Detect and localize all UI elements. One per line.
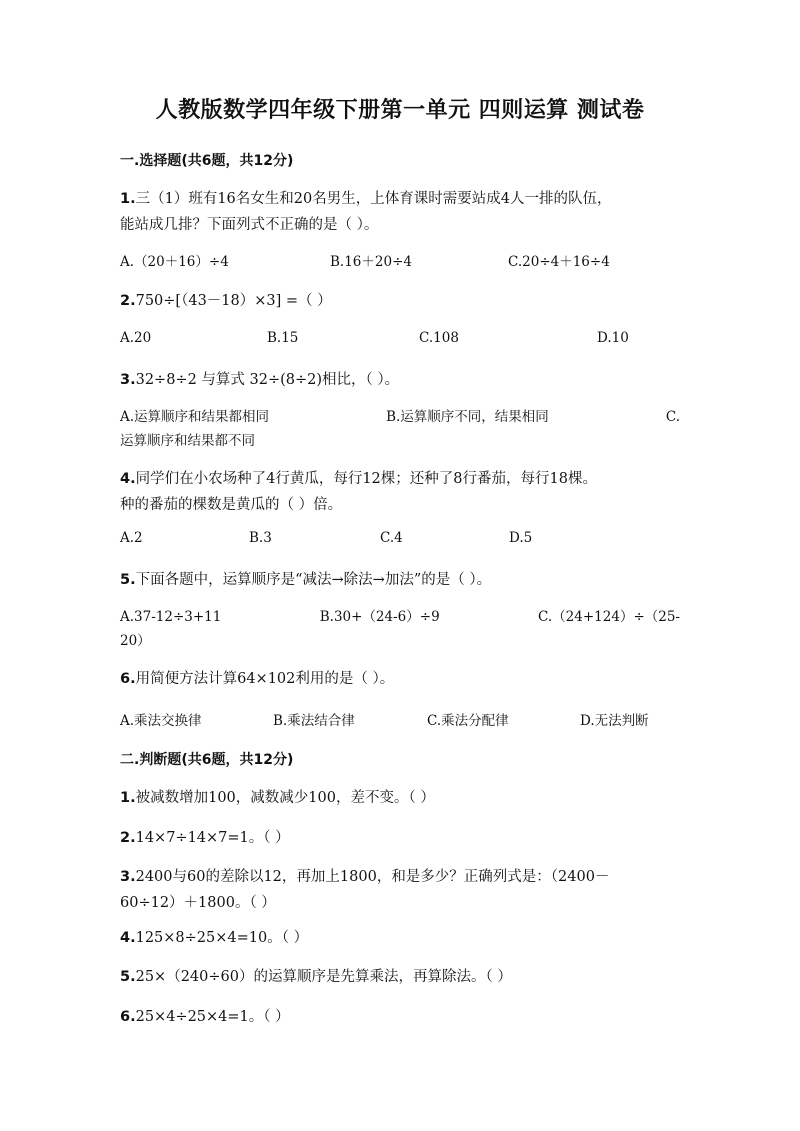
choice-question-5 xyxy=(120,567,680,593)
option-a: A.2 xyxy=(120,530,143,546)
judgement-question-5 xyxy=(120,964,680,990)
option-d: D.无法判断 xyxy=(580,713,649,729)
option-c: 运算顺序和结果都不同 xyxy=(120,433,255,449)
question-text: 25×4÷25×4=1。（ ） xyxy=(135,1009,290,1025)
judgement-question-3 xyxy=(120,864,680,916)
option-c: C.（24+124）÷（25- xyxy=(538,609,680,625)
question-number: 6. xyxy=(120,671,136,687)
question-text: 14×7÷14×7=1。（ ） xyxy=(135,830,290,846)
option-b: B.乘法结合律 xyxy=(273,713,355,729)
question-text: 同学们在小农场种了4行黄瓜，每行12棵；还种了8行番茄，每行18棵。 xyxy=(135,471,597,487)
option-b: B.15 xyxy=(267,330,299,346)
question-text: 三（1）班有16名女生和20名男生，上体育课时需要站成4人一排的队伍， xyxy=(135,191,612,207)
option-a: A.37-12÷3+11 xyxy=(120,609,222,625)
question-number: 4. xyxy=(120,930,136,946)
option-b: B.16＋20÷4 xyxy=(330,254,412,270)
question-text-cont: 种的番茄的棵数是黄瓜的（ ）倍。 xyxy=(120,497,343,513)
question-text: 2400与60的差除以12，再加上1800，和是多少？正确列式是：（2400－ xyxy=(135,869,610,885)
option-c-cont: 20） xyxy=(120,633,151,649)
choice-question-4 xyxy=(120,466,680,518)
option-c: C.4 xyxy=(380,530,403,546)
question-text: 被减数增加100，减数减少100，差不变。（ ） xyxy=(135,790,435,806)
judgement-question-2 xyxy=(120,825,680,851)
section-heading-choice: 一.选择题(共6题，共12分) xyxy=(120,153,294,169)
question-text: 750÷[（43－18）×3] =（ ） xyxy=(135,293,332,309)
question-text-cont: 能站成几排？下面列式不正确的是（ ）。 xyxy=(120,217,379,233)
question-number: 4. xyxy=(120,471,136,487)
question-number: 2. xyxy=(120,830,136,846)
option-b: B.3 xyxy=(249,530,272,546)
question-text: 125×8÷25×4=10。（ ） xyxy=(135,930,309,946)
choice-question-6 xyxy=(120,666,680,692)
judgement-question-4 xyxy=(120,925,680,951)
option-group-q3 xyxy=(120,405,680,453)
choice-question-2 xyxy=(120,288,680,314)
judgement-question-6 xyxy=(120,1004,680,1030)
question-text: 32÷8÷2 与算式 32÷(8÷2)相比，（ ）。 xyxy=(135,372,400,388)
question-number: 5. xyxy=(120,969,136,985)
choice-question-1 xyxy=(120,186,680,238)
judgement-question-1 xyxy=(120,785,680,811)
option-c: C.乘法分配律 xyxy=(427,713,509,729)
option-c-label: C. xyxy=(665,409,680,425)
option-a: A.运算顺序和结果都相同 xyxy=(120,409,270,425)
option-c: C.20÷4＋16÷4 xyxy=(508,254,610,270)
question-text: 用简便方法计算64×102利用的是（ ）。 xyxy=(135,671,395,687)
option-a: A.乘法交换律 xyxy=(120,713,202,729)
question-number: 5. xyxy=(120,572,136,588)
question-text: 下面各题中，运算顺序是“减法→除法→加法”的是（ ）。 xyxy=(135,572,492,588)
question-number: 3. xyxy=(120,372,136,388)
question-number: 1. xyxy=(120,790,136,806)
option-a: A.（20＋16）÷4 xyxy=(120,254,229,270)
choice-question-3 xyxy=(120,367,680,393)
page-title: 人教版数学四年级下册第一单元 四则运算 测试卷 xyxy=(155,98,645,123)
option-b: B.运算顺序不同，结果相同 xyxy=(386,409,549,425)
section-heading-judgement: 二.判断题(共6题，共12分) xyxy=(120,752,294,768)
option-a: A.20 xyxy=(120,330,152,346)
option-d: D.10 xyxy=(597,330,629,346)
question-number: 3. xyxy=(120,869,136,885)
question-number: 6. xyxy=(120,1009,136,1025)
option-b: B.30+（24-6）÷9 xyxy=(319,609,440,625)
question-number: 2. xyxy=(120,293,136,309)
option-d: D.5 xyxy=(509,530,533,546)
question-text-cont: 60÷12）＋1800。（ ） xyxy=(120,895,276,911)
option-c: C.108 xyxy=(419,330,459,346)
question-text: 25×（240÷60）的运算顺序是先算乘法，再算除法。（ ） xyxy=(135,969,512,985)
question-number: 1. xyxy=(120,191,136,207)
option-group-q5 xyxy=(120,605,680,653)
